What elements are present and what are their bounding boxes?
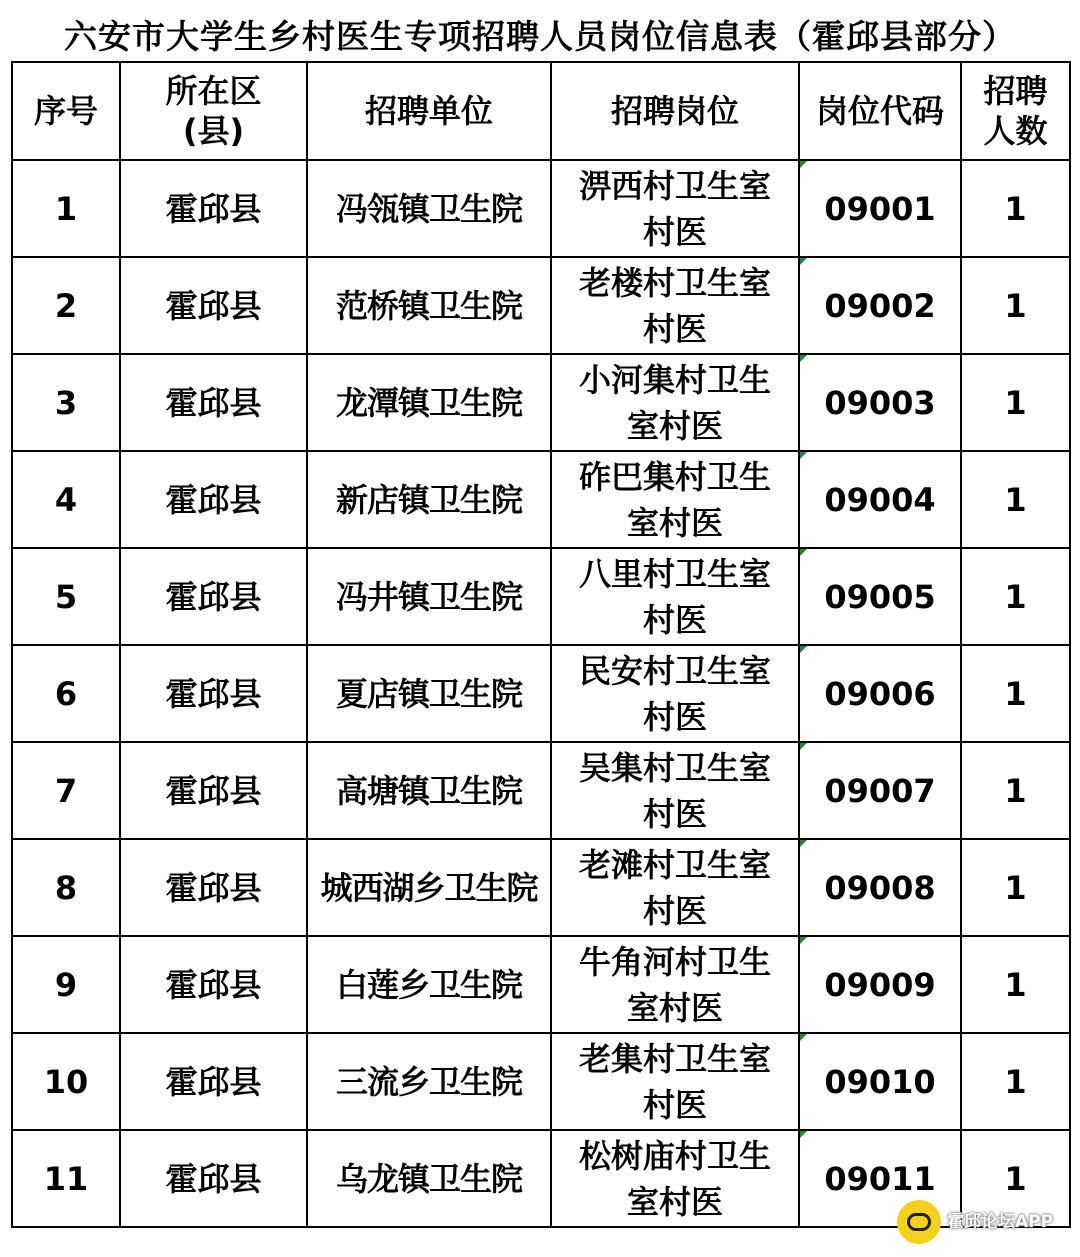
cell-post-line1: 老滩村卫生室 <box>578 845 771 884</box>
cell-count: 1 <box>961 160 1070 257</box>
document-title: 六安市大学生乡村医生专项招聘人员岗位信息表（霍邱县部分） <box>64 17 1016 56</box>
cell-post-line1: 吴集村卫生室 <box>578 748 771 787</box>
cell-post-line1: 老集村卫生室 <box>578 1039 771 1078</box>
header-count-line1: 招聘 <box>983 72 1048 110</box>
cell-post-line1: 民安村卫生室 <box>578 651 771 690</box>
header-district-line1: 所在区 <box>165 72 262 110</box>
cell-seq: 7 <box>12 742 120 839</box>
cell-post-line1: 小河集村卫生 <box>578 360 771 399</box>
cell-post-line1: 淠西村卫生室 <box>578 166 771 205</box>
table-row <box>12 548 1070 645</box>
cell-code <box>799 1033 961 1130</box>
header-unit: 招聘单位 <box>307 62 551 160</box>
cell-seq: 3 <box>12 354 120 451</box>
cell-unit: 范桥镇卫生院 <box>307 257 551 354</box>
cell-seq: 10 <box>12 1033 120 1130</box>
table-row <box>12 354 1070 451</box>
header-district-line2: (县) <box>182 112 245 150</box>
cell-post-line2: 村医 <box>642 697 707 736</box>
cell-post-line1: 八里村卫生室 <box>578 554 771 593</box>
cell-post <box>551 936 799 1033</box>
cell-unit: 龙潭镇卫生院 <box>307 354 551 451</box>
cell-code <box>799 160 961 257</box>
cell-post-line2: 村医 <box>642 212 707 251</box>
cell-code-value: 09010 <box>824 1062 936 1101</box>
cell-code <box>799 451 961 548</box>
cell-code-value: 09008 <box>824 868 936 907</box>
cell-marker-icon <box>800 937 807 944</box>
cell-code-value: 09002 <box>824 286 936 325</box>
cell-marker-icon <box>800 840 807 847</box>
cell-unit: 乌龙镇卫生院 <box>307 1130 551 1227</box>
table-row <box>12 257 1070 354</box>
cell-marker-icon <box>800 452 807 459</box>
cell-code <box>799 839 961 936</box>
cell-seq: 8 <box>12 839 120 936</box>
chat-bubble-icon <box>897 1200 941 1244</box>
cell-district: 霍邱县 <box>120 1130 307 1227</box>
table-row <box>12 645 1070 742</box>
cell-district: 霍邱县 <box>120 1033 307 1130</box>
cell-code <box>799 742 961 839</box>
cell-count: 1 <box>961 354 1070 451</box>
cell-count: 1 <box>961 936 1070 1033</box>
cell-post-line2: 村医 <box>642 794 707 833</box>
cell-marker-icon <box>800 161 807 168</box>
cell-code <box>799 257 961 354</box>
cell-seq: 1 <box>12 160 120 257</box>
cell-post <box>551 257 799 354</box>
cell-count: 1 <box>961 548 1070 645</box>
cell-code-value: 09003 <box>824 383 936 422</box>
header-seq: 序号 <box>12 62 120 160</box>
header-district <box>120 62 307 160</box>
table-row <box>12 160 1070 257</box>
table-row <box>12 742 1070 839</box>
cell-post <box>551 1130 799 1227</box>
cell-unit: 高塘镇卫生院 <box>307 742 551 839</box>
cell-post-line2: 村医 <box>642 1085 707 1124</box>
job-table <box>11 61 1071 1228</box>
cell-code-value: 09004 <box>824 480 936 519</box>
cell-count: 1 <box>961 1130 1070 1227</box>
cell-district: 霍邱县 <box>120 160 307 257</box>
cell-seq: 11 <box>12 1130 120 1227</box>
cell-count: 1 <box>961 645 1070 742</box>
cell-post-line2: 室村医 <box>626 988 723 1027</box>
cell-post <box>551 839 799 936</box>
cell-district: 霍邱县 <box>120 257 307 354</box>
cell-post <box>551 160 799 257</box>
table-row <box>12 936 1070 1033</box>
cell-post-line1: 老楼村卫生室 <box>578 263 771 302</box>
cell-unit: 夏店镇卫生院 <box>307 645 551 742</box>
cell-count: 1 <box>961 839 1070 936</box>
cell-code <box>799 645 961 742</box>
cell-code-value: 09011 <box>824 1159 936 1198</box>
watermark-text: 霍邱论坛APP <box>947 1212 1054 1232</box>
table-row <box>12 451 1070 548</box>
table-row <box>12 839 1070 936</box>
table-row <box>12 1033 1070 1130</box>
cell-unit: 城西湖乡卫生院 <box>307 839 551 936</box>
cell-count: 1 <box>961 451 1070 548</box>
cell-count: 1 <box>961 257 1070 354</box>
cell-post-line1: 牛角河村卫生 <box>578 942 771 981</box>
cell-post <box>551 354 799 451</box>
cell-seq: 4 <box>12 451 120 548</box>
cell-code-value: 09005 <box>824 577 936 616</box>
cell-code-value: 09006 <box>824 674 936 713</box>
cell-code-value: 09009 <box>824 965 936 1004</box>
cell-marker-icon <box>800 646 807 653</box>
cell-district: 霍邱县 <box>120 936 307 1033</box>
cell-post-line2: 室村医 <box>626 1182 723 1221</box>
cell-seq: 2 <box>12 257 120 354</box>
cell-district: 霍邱县 <box>120 742 307 839</box>
cell-marker-icon <box>800 549 807 556</box>
cell-district: 霍邱县 <box>120 354 307 451</box>
cell-code <box>799 936 961 1033</box>
header-row <box>12 62 1070 160</box>
cell-district: 霍邱县 <box>120 645 307 742</box>
cell-district: 霍邱县 <box>120 451 307 548</box>
cell-count: 1 <box>961 742 1070 839</box>
cell-marker-icon <box>800 743 807 750</box>
cell-post-line2: 村医 <box>642 600 707 639</box>
header-count <box>961 62 1070 160</box>
header-post: 招聘岗位 <box>551 62 799 160</box>
cell-unit: 冯瓴镇卫生院 <box>307 160 551 257</box>
cell-count: 1 <box>961 1033 1070 1130</box>
cell-district: 霍邱县 <box>120 548 307 645</box>
cell-marker-icon <box>800 1034 807 1041</box>
cell-code-value: 09001 <box>824 189 936 228</box>
cell-district: 霍邱县 <box>120 839 307 936</box>
cell-post-line1: 砟巴集村卫生 <box>578 457 771 496</box>
cell-post <box>551 742 799 839</box>
cell-marker-icon <box>800 1131 807 1138</box>
cell-code-value: 09007 <box>824 771 936 810</box>
cell-post-line2: 村医 <box>642 891 707 930</box>
cell-post <box>551 548 799 645</box>
cell-post-line1: 松树庙村卫生 <box>578 1136 771 1175</box>
cell-post-line2: 室村医 <box>626 503 723 542</box>
cell-code <box>799 354 961 451</box>
watermark <box>897 1197 1067 1247</box>
cell-post <box>551 451 799 548</box>
cell-unit: 新店镇卫生院 <box>307 451 551 548</box>
cell-post <box>551 1033 799 1130</box>
cell-seq: 6 <box>12 645 120 742</box>
cell-marker-icon <box>800 258 807 265</box>
cell-seq: 9 <box>12 936 120 1033</box>
header-code: 岗位代码 <box>799 62 961 160</box>
cell-post <box>551 645 799 742</box>
cell-marker-icon <box>800 355 807 362</box>
cell-unit: 三流乡卫生院 <box>307 1033 551 1130</box>
cell-code <box>799 548 961 645</box>
header-count-line2: 人数 <box>983 112 1048 150</box>
cell-post-line2: 村医 <box>642 309 707 348</box>
cell-unit: 白莲乡卫生院 <box>307 936 551 1033</box>
cell-unit: 冯井镇卫生院 <box>307 548 551 645</box>
cell-seq: 5 <box>12 548 120 645</box>
cell-post-line2: 室村医 <box>626 406 723 445</box>
